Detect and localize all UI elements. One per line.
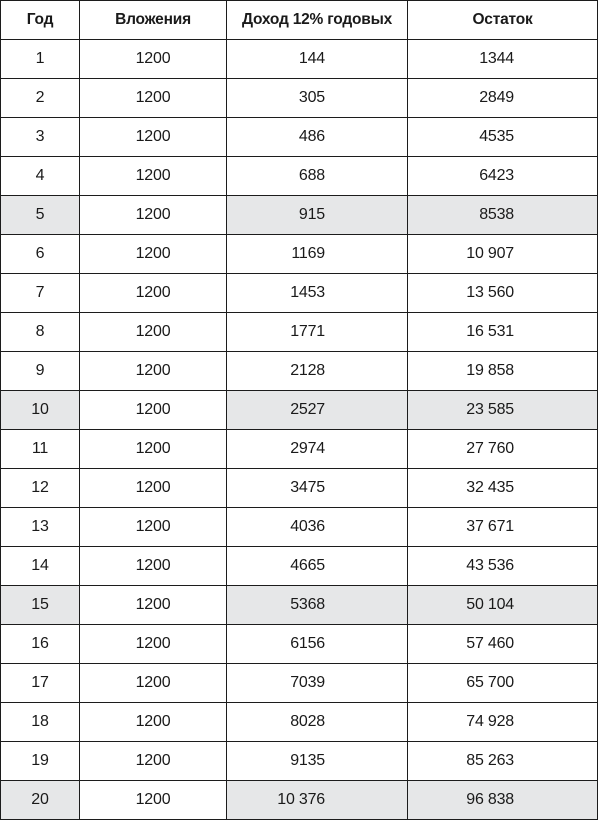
cell-year: 18 xyxy=(1,703,80,742)
table-row xyxy=(1,391,598,430)
cell-income: 6156 xyxy=(227,625,408,664)
cell-balance: 85 263 xyxy=(408,742,598,781)
table-row xyxy=(1,625,598,664)
table-body xyxy=(1,40,598,820)
cell-balance: 27 760 xyxy=(408,430,598,469)
cell-balance: 65 700 xyxy=(408,664,598,703)
table-row xyxy=(1,40,598,79)
cell-balance: 23 585 xyxy=(408,391,598,430)
cell-investment: 1200 xyxy=(80,157,227,196)
cell-income: 5368 xyxy=(227,586,408,625)
cell-balance: 6423 xyxy=(408,157,598,196)
cell-balance: 96 838 xyxy=(408,781,598,820)
cell-balance: 37 671 xyxy=(408,508,598,547)
cell-balance: 10 907 xyxy=(408,235,598,274)
cell-income: 1453 xyxy=(227,274,408,313)
cell-investment: 1200 xyxy=(80,118,227,157)
cell-year: 16 xyxy=(1,625,80,664)
cell-year: 19 xyxy=(1,742,80,781)
cell-year: 6 xyxy=(1,235,80,274)
cell-income: 688 xyxy=(227,157,408,196)
cell-investment: 1200 xyxy=(80,547,227,586)
cell-income: 4665 xyxy=(227,547,408,586)
cell-income: 7039 xyxy=(227,664,408,703)
cell-year: 8 xyxy=(1,313,80,352)
table-row xyxy=(1,430,598,469)
cell-investment: 1200 xyxy=(80,274,227,313)
cell-investment: 1200 xyxy=(80,313,227,352)
cell-investment: 1200 xyxy=(80,742,227,781)
cell-balance: 57 460 xyxy=(408,625,598,664)
cell-balance: 43 536 xyxy=(408,547,598,586)
table-header xyxy=(1,1,598,40)
cell-income: 144 xyxy=(227,40,408,79)
cell-balance: 74 928 xyxy=(408,703,598,742)
table-row xyxy=(1,781,598,820)
cell-year: 7 xyxy=(1,274,80,313)
cell-year: 10 xyxy=(1,391,80,430)
cell-year: 4 xyxy=(1,157,80,196)
cell-year: 17 xyxy=(1,664,80,703)
table-row xyxy=(1,157,598,196)
cell-investment: 1200 xyxy=(80,79,227,118)
cell-income: 2527 xyxy=(227,391,408,430)
cell-balance: 16 531 xyxy=(408,313,598,352)
cell-income: 8028 xyxy=(227,703,408,742)
cell-investment: 1200 xyxy=(80,703,227,742)
table-row xyxy=(1,742,598,781)
cell-balance: 13 560 xyxy=(408,274,598,313)
cell-year: 5 xyxy=(1,196,80,235)
cell-income: 2128 xyxy=(227,352,408,391)
table-row xyxy=(1,118,598,157)
cell-investment: 1200 xyxy=(80,586,227,625)
cell-income: 4036 xyxy=(227,508,408,547)
cell-balance: 8538 xyxy=(408,196,598,235)
header-year: Год xyxy=(1,1,80,40)
cell-year: 9 xyxy=(1,352,80,391)
header-investment: Вложения xyxy=(80,1,227,40)
cell-year: 13 xyxy=(1,508,80,547)
table-row xyxy=(1,352,598,391)
header-income: Доход 12% годовых xyxy=(227,1,408,40)
table-row xyxy=(1,274,598,313)
cell-investment: 1200 xyxy=(80,781,227,820)
cell-investment: 1200 xyxy=(80,352,227,391)
cell-income: 305 xyxy=(227,79,408,118)
cell-income: 1771 xyxy=(227,313,408,352)
cell-income: 2974 xyxy=(227,430,408,469)
cell-investment: 1200 xyxy=(80,391,227,430)
cell-year: 2 xyxy=(1,79,80,118)
table-row xyxy=(1,235,598,274)
table-row xyxy=(1,196,598,235)
header-balance: Остаток xyxy=(408,1,598,40)
table-row xyxy=(1,703,598,742)
cell-income: 1169 xyxy=(227,235,408,274)
table-row xyxy=(1,547,598,586)
cell-investment: 1200 xyxy=(80,625,227,664)
cell-income: 10 376 xyxy=(227,781,408,820)
cell-year: 14 xyxy=(1,547,80,586)
cell-balance: 32 435 xyxy=(408,469,598,508)
table-row xyxy=(1,664,598,703)
cell-year: 3 xyxy=(1,118,80,157)
cell-year: 12 xyxy=(1,469,80,508)
cell-income: 915 xyxy=(227,196,408,235)
cell-income: 486 xyxy=(227,118,408,157)
table-row xyxy=(1,313,598,352)
cell-investment: 1200 xyxy=(80,430,227,469)
cell-balance: 19 858 xyxy=(408,352,598,391)
cell-year: 11 xyxy=(1,430,80,469)
cell-investment: 1200 xyxy=(80,235,227,274)
cell-balance: 2849 xyxy=(408,79,598,118)
table-row xyxy=(1,586,598,625)
cell-balance: 1344 xyxy=(408,40,598,79)
cell-year: 15 xyxy=(1,586,80,625)
cell-investment: 1200 xyxy=(80,664,227,703)
cell-investment: 1200 xyxy=(80,40,227,79)
cell-income: 9135 xyxy=(227,742,408,781)
cell-income: 3475 xyxy=(227,469,408,508)
table-row xyxy=(1,469,598,508)
cell-investment: 1200 xyxy=(80,508,227,547)
cell-balance: 50 104 xyxy=(408,586,598,625)
cell-balance: 4535 xyxy=(408,118,598,157)
cell-investment: 1200 xyxy=(80,469,227,508)
cell-year: 1 xyxy=(1,40,80,79)
table-row xyxy=(1,508,598,547)
header-row xyxy=(1,1,598,40)
cell-investment: 1200 xyxy=(80,196,227,235)
table-row xyxy=(1,79,598,118)
cell-year: 20 xyxy=(1,781,80,820)
